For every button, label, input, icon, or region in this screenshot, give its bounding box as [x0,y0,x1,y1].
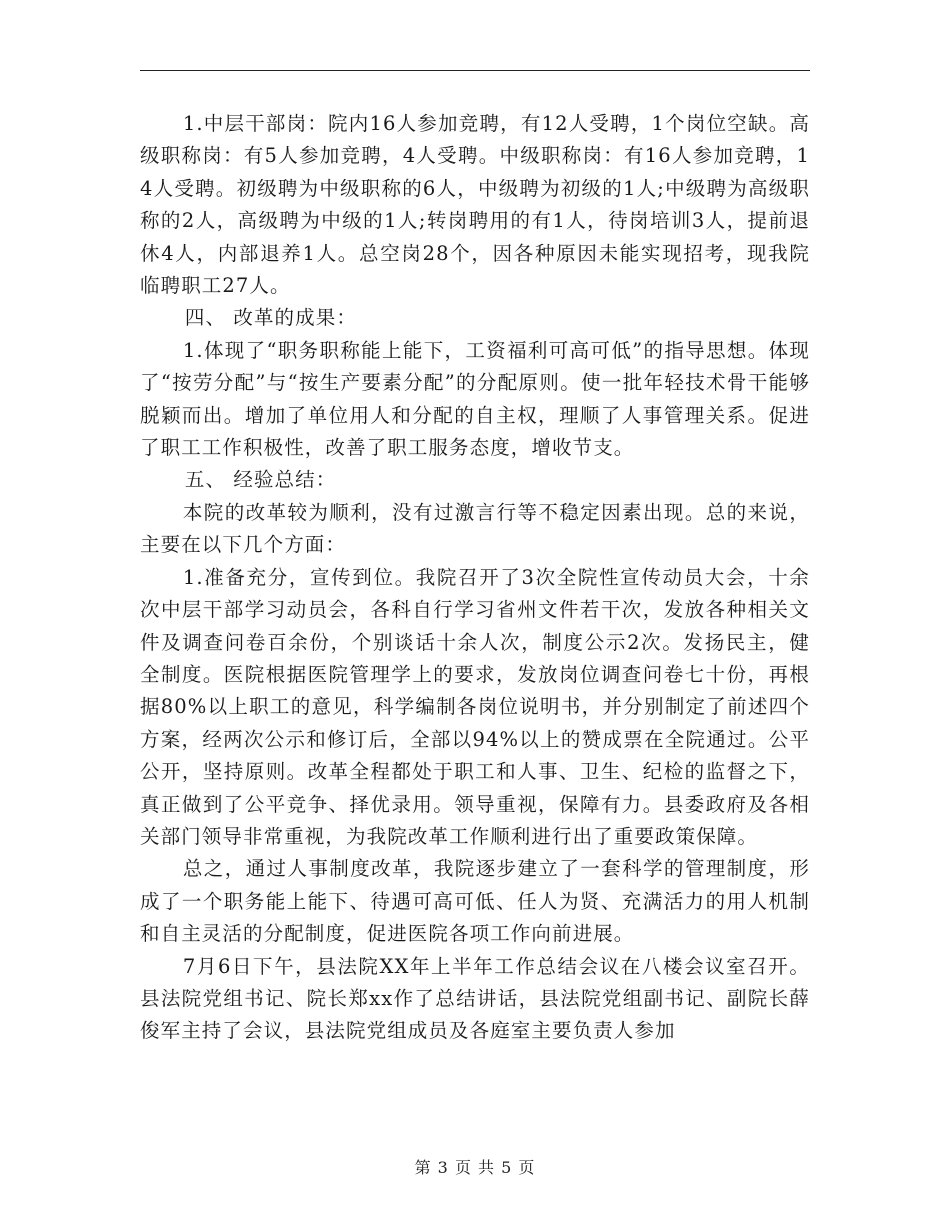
page-number-footer: 第 3 页 共 5 页 [414,1158,536,1177]
paragraph-conclusion: 总之，通过人事制度改革，我院逐步建立了一套科学的管理制度，形成了一个职务能上能下、待遇可高可低、任人为贤、充满活力的用人机制和自主灵活的分配制度，促进医院各项工作向前进展。 [140,857,810,946]
paragraph-reform-achievements: 1.体现了“职务职称能上能下，工资福利可高可低”的指导思想。体现了“按劳分配”与“按生产要素分配”的分配原则。使一批年轻技术骨干能够脱颖而出。增加了单位用人和分配的自主权，理顺了人事管理关系。促进了职工工作积极性，改善了职工服务态度，增收节支。 [140,338,810,460]
paragraph-court-meeting: 7月6日下午，县法院XX年上半年工作总结会议在八楼会议室召开。县法院党组书记、院长郑xx作了总结讲话，县法院党组副书记、副院长薛俊军主持了会议，县法院党组成员及各庭室主要负责人参加 [140,954,810,1043]
paragraph-experience-intro: 本院的改革较为顺利，没有过激言行等不稳定因素出现。总的来说，主要在以下几个方面： [140,500,810,557]
paragraph-recruitment-results: 1.中层干部岗：院内16人参加竞聘，有12人受聘，1个岗位空缺。高级职称岗：有5人参加竞聘，4人受聘。中级职称岗：有16人参加竞聘，14人受聘。初级聘为中级职称的6人，中级聘为初级的1人;中级聘为高级职称的2人，高级聘为中级的1人;转岗聘用的有1人，待岗培训3人，提前退休4人，内部退养1人。总空岗28个，因各种原因未能实现招考，现我院临聘职工27人。 [140,112,810,298]
paragraph-experience-details: 1.准备充分，宣传到位。我院召开了3次全院性宣传动员大会，十余次中层干部学习动员会，各科自行学习省州文件若干次，发放各种相关文件及调查问卷百余份，个别谈话十余人次，制度公示2次。发扬民主，健全制度。医院根据医院管理学上的要求，发放岗位调查问卷七十份，再根据80%以上职工的意见，科学编制各岗位说明书，并分别制定了前述四个方案，经两次公示和修订后，全部以94%以上的赞成票在全院通过。公平公开，坚持原则。改革全程都处于职工和人事、卫生、纪检的监督之下，真正做到了公平竞争、择优录用。领导重视，保障有力。县委政府及各相关部门领导非常重视，为我院改革工作顺利进行出了重要政策保障。 [140,565,810,848]
document-body [140,108,810,1048]
header-rule [140,70,810,71]
section-heading-experience-summary: 五、 经验总结： [184,468,337,492]
section-heading-reform-results: 四、 改革的成果： [184,306,357,330]
